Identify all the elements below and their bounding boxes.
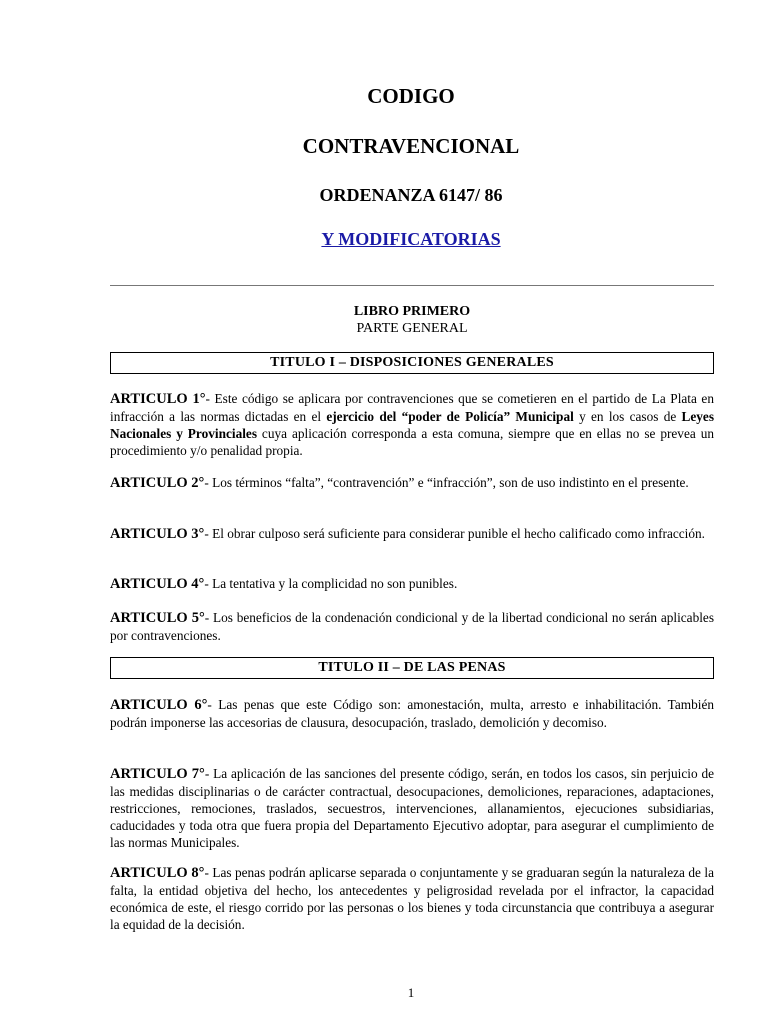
article-1-bold-1: ejercicio del “poder de Policía” Municipal [326,409,574,424]
article-1-heading: ARTICULO 1° [110,391,206,407]
article-2-heading: ARTICULO 2° [110,475,205,491]
article-1 [110,390,714,459]
titulo-2-heading: TITULO II – DE LAS PENAS [110,657,714,679]
article-6-text: - Las penas que este Código son: amonestación, multa, arresto e inhabilitación. También podrán imponerse las accesorias de clausura, desocupación, traslado, demolición y decomiso. [110,697,714,730]
article-2 [110,474,714,492]
article-1-text-3: cuya aplicación corresponda a esta comuna, siempre que en ellas no se prevea un procedimiento y/o penalidad propia. [110,426,714,458]
article-1-text: - Este código se aplicara por contravenciones que se cometieren en el partido de La Plata en infracción a las normas dictadas en el [110,391,714,424]
article-7-heading: ARTICULO 7° [110,766,205,782]
doc-title-contravencional: CONTRAVENCIONAL [302,134,520,158]
article-6 [110,696,714,731]
doc-subtitle-ordenanza: ORDENANZA 6147/ 86 [319,185,503,205]
modificatorias-link[interactable]: Y MODIFICATORIAS [321,229,501,249]
article-4-text: - La tentativa y la complicidad no son punibles. [204,576,458,591]
article-3-heading: ARTICULO 3° [110,526,205,542]
horizontal-divider [110,285,714,286]
article-2-text: - Los términos “falta”, “contravención” e “infracción”, son de uso indistinto en el presente. [204,475,689,490]
article-3-text: - El obrar culposo será suficiente para considerar punible el hecho calificado como infracción. [204,526,705,541]
article-5-heading: ARTICULO 5° [110,610,205,626]
article-7 [110,765,714,851]
article-7-text: - La aplicación de las sanciones del presente código, serán, en todos los casos, sin perjuicio de las medidas disciplinarias o de carácter contractual, desocupaciones, demoliciones, reparaciones, adaptaciones, restricciones, remociones, traslados, secuestros, intervenciones, allanamientos, ejecuciones subsidiarias, caducidades y toda otra que fuera propia del Departamento Ejecutivo adoptar, para asegurar el cumplimiento de las normas Municipales. [110,766,714,850]
page-number: 1 [407,985,415,1000]
libro-title: LIBRO PRIMERO [353,304,471,319]
article-8 [110,864,714,933]
article-1-text-2: y en los casos de [573,409,682,424]
article-8-text: - Las penas podrán aplicarse separada o conjuntamente y se graduaran según la naturaleza de la falta, la entidad objetiva del hecho, los antecedentes y peligrosidad revelada por el infractor, la capacidad económica de este, el riesgo corrido por las personas o los bienes y toda circunstancia que contribuya a asegurar la equidad de la decisión. [110,865,714,932]
titulo-1-heading: TITULO I – DISPOSICIONES GENERALES [110,352,714,374]
article-4-heading: ARTICULO 4° [110,576,205,592]
article-5 [110,609,714,644]
article-1-bold-2: Leyes Nacionales y Provinciales [110,409,715,441]
article-5-text: - Los beneficios de la condenación condicional y de la libertad condicional no serán aplicables por contravenciones. [110,610,714,643]
article-8-heading: ARTICULO 8° [110,865,205,881]
libro-subtitle: PARTE GENERAL [356,321,468,336]
article-4 [110,575,714,593]
doc-title-codigo: CODIGO [367,84,455,108]
article-3 [110,525,714,543]
article-6-heading: ARTICULO 6° [110,697,208,713]
libro-heading [110,303,714,337]
